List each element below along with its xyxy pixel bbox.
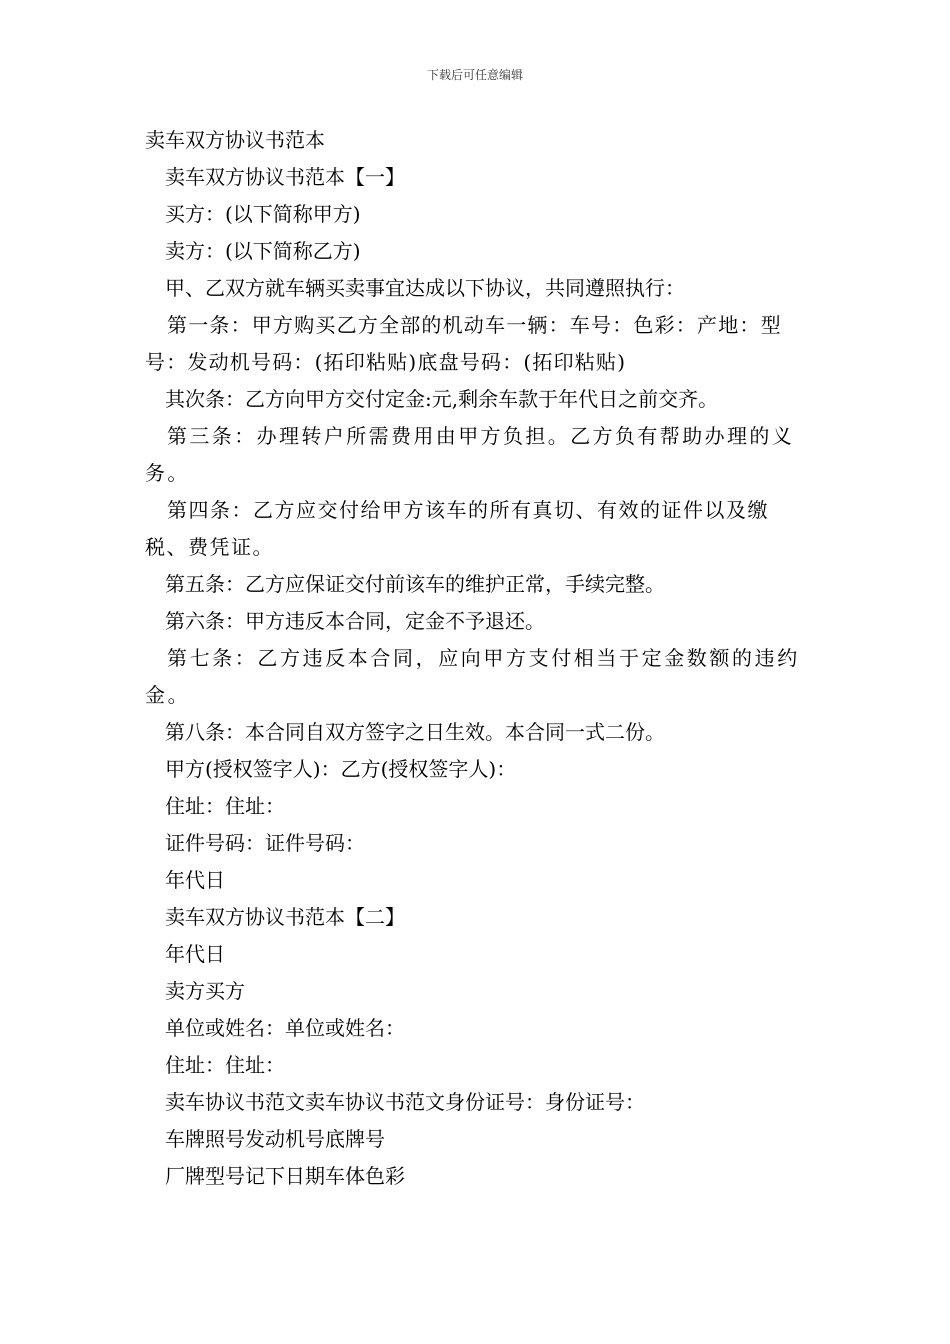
article-5: 第五条：乙方应保证交付前该车的维护正常，手续完整。 <box>165 572 665 596</box>
id-number-line: 证件号码：证件号码： <box>165 831 365 855</box>
address-line-2: 住址：住址： <box>165 1053 285 1077</box>
article-2: 其次条：乙方向甲方交付定金:元,剩余车款于年代日之前交齐。 <box>165 387 719 411</box>
model-date-color-line: 厂牌型号记下日期车体色彩 <box>165 1164 405 1188</box>
article-8: 第八条：本合同自双方签字之日生效。本合同一式二份。 <box>165 720 665 744</box>
article-7: 第七条：乙方违反本合同，应向甲方支付相当于定金数额的违约金。 <box>145 646 800 707</box>
plate-engine-line: 车牌照号发动机号底牌号 <box>165 1127 385 1151</box>
document-body <box>145 122 810 1195</box>
seller-line: 卖方：(以下简称乙方) <box>165 239 361 263</box>
parties-line: 卖方买方 <box>165 979 245 1003</box>
intro-paragraph: 甲、乙双方就车辆买卖事宜达成以下协议，共同遵照执行： <box>165 276 685 300</box>
unit-name-line: 单位或姓名：单位或姓名： <box>165 1016 405 1040</box>
section-heading-1: 卖车双方协议书范本【一】 <box>165 165 405 189</box>
document-title: 卖车双方协议书范本 <box>145 128 325 152</box>
article-6: 第六条：甲方违反本合同，定金不予退还。 <box>165 609 545 633</box>
signatories-line: 甲方(授权签字人)：乙方(授权签字人)： <box>165 757 517 781</box>
article-1: 第一条：甲方购买乙方全部的机动车一辆：车号：色彩：产地：型号：发动机号码：(拓印粘贴)底盘号码：(拓印粘贴) <box>145 313 782 374</box>
id-card-line: 卖车协议书范文卖车协议书范文身份证号：身份证号： <box>165 1090 645 1114</box>
address-line-1: 住址：住址： <box>165 794 285 818</box>
date-line-2: 年代日 <box>165 942 225 966</box>
buyer-line: 买方：(以下简称甲方) <box>165 202 361 226</box>
page-header-note: 下载后可任意编辑 <box>426 68 523 82</box>
section-heading-2: 卖车双方协议书范本【二】 <box>165 905 405 929</box>
article-4: 第四条：乙方应交付给甲方该车的所有真切、有效的证件以及缴税、费凭证。 <box>145 498 769 559</box>
article-3: 第三条：办理转户所需费用由甲方负担。乙方负有帮助办理的义务。 <box>145 424 795 485</box>
date-line-1: 年代日 <box>165 868 225 892</box>
